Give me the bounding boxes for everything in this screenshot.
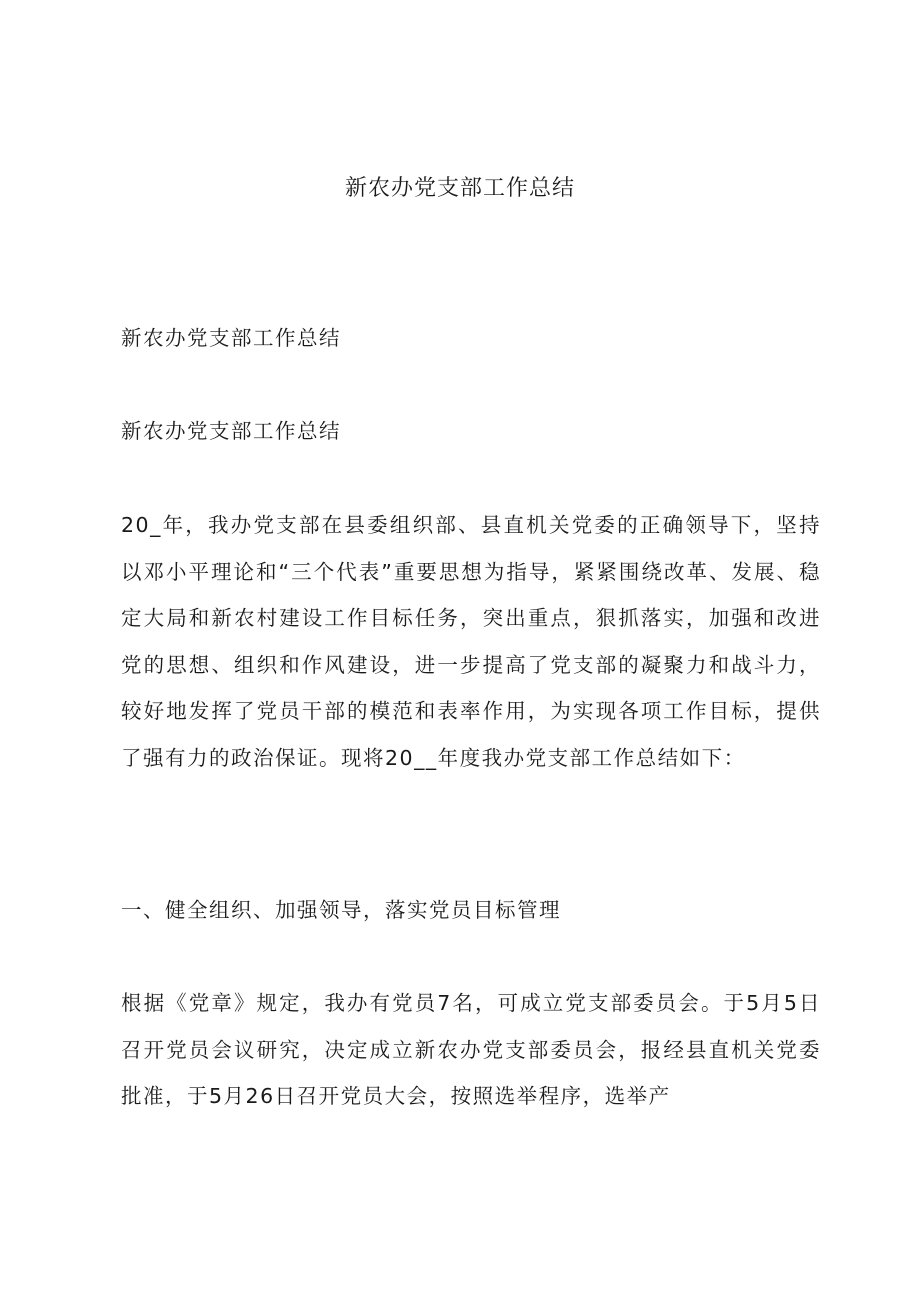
- section-1-paragraph: 根据《党章》规定，我办有党员7名，可成立党支部委员会。于5月5日召开党员会议研究，决定成立新农办党支部委员会，报经县直机关党委批准，于5月26日召开党员大会，按照选举程序，选举产: [121, 991, 821, 1108]
- subtitle-line-1: 新农办党支部工作总结: [121, 326, 341, 350]
- section-1-heading: 一、健全组织、加强领导，落实党员目标管理: [121, 898, 561, 922]
- subtitle-line-2: 新农办党支部工作总结: [121, 419, 341, 443]
- document-title: 新农办党支部工作总结: [344, 176, 575, 201]
- intro-paragraph: 20_年，我办党支部在县委组织部、县直机关党委的正确领导下，坚持以邓小平理论和“三个代表”重要思想为指导，紧紧围绕改革、发展、稳定大局和新农村建设工作目标任务，突出重点，狠抓落实，加强和改进党的思想、组织和作风建设，进一步提高了党支部的凝聚力和战斗力，较好地发挥了党员干部的模范和表率作用，为实现各项工作目标，提供了强有力的政治保证。现将20__年度我办党支部工作总结如下：: [121, 513, 821, 770]
